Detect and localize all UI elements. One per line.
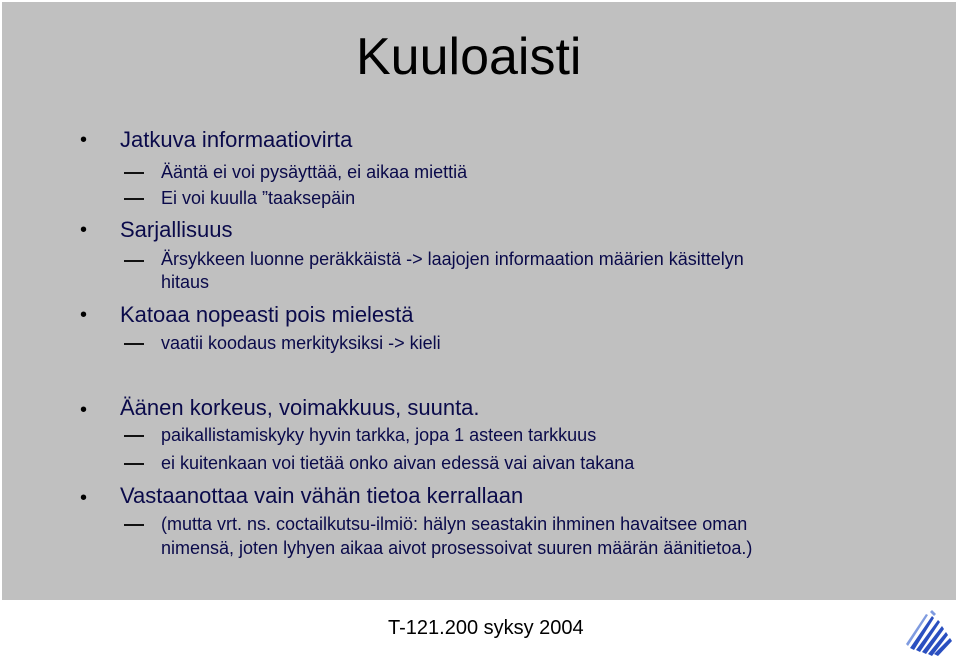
sub-bullet-continuation: hitaus	[161, 272, 210, 292]
sub-bullet-continuation: nimensä, joten lyhyen aikaa aivot prosessoivat suuren määrän äänitietoa.)	[161, 538, 753, 558]
sub-bullet-text: Ääntä ei voi pysäyttää, ei aikaa miettiä	[161, 162, 468, 182]
bullet-text: Vastaanottaa vain vähän tietoa kerrallaan	[120, 483, 524, 508]
bullet-icon: •	[80, 304, 88, 326]
sub-bullet-text: vaatii koodaus merkityksiksi -> kieli	[161, 333, 441, 353]
footer-course-code: T-121.200 syksy 2004	[388, 617, 584, 639]
dash-icon	[124, 198, 144, 200]
bullet-text: Äänen korkeus, voimakkuus, suunta.	[120, 395, 480, 420]
dash-icon	[124, 435, 144, 437]
sub-bullet-text: Ei voi kuulla ”taaksepäin	[161, 188, 356, 208]
dash-icon	[124, 343, 144, 345]
bullet-text: Sarjallisuus	[120, 217, 233, 242]
slide	[2, 2, 956, 600]
dash-icon	[124, 172, 144, 174]
dash-icon	[124, 260, 144, 262]
bullet-icon: •	[80, 487, 88, 509]
bullet-icon: •	[80, 129, 88, 151]
sub-bullet-text: ei kuitenkaan voi tietää onko aivan edessä vai aivan takana	[161, 453, 635, 473]
bullet-icon: •	[80, 399, 88, 421]
sub-bullet-text: Ärsykkeen luonne peräkkäistä -> laajojen informaation määrien käsittelyn	[161, 249, 744, 269]
university-logo-icon	[902, 604, 954, 656]
bullet-text: Jatkuva informaatiovirta	[120, 127, 353, 152]
sub-bullet-text: paikallistamiskyky hyvin tarkka, jopa 1 asteen tarkkuus	[161, 425, 597, 445]
bullet-text: Katoaa nopeasti pois mielestä	[120, 302, 414, 327]
slide-content	[2, 2, 956, 600]
bullet-icon: •	[80, 219, 88, 241]
dash-icon	[124, 463, 144, 465]
sub-bullet-text: (mutta vrt. ns. coctailkutsu-ilmiö: hälyn seastakin ihminen havaitsee oman	[161, 514, 748, 534]
dash-icon	[124, 524, 144, 526]
slide-title: Kuuloaisti	[356, 28, 582, 86]
